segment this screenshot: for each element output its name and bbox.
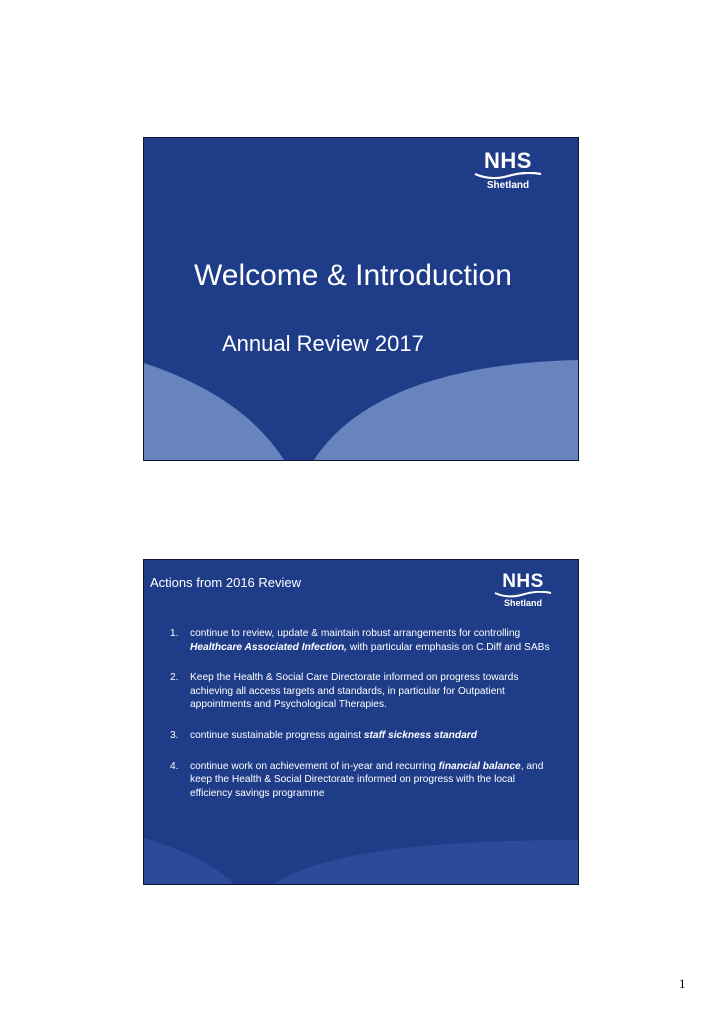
- action-number: 1.: [170, 628, 179, 639]
- logo-brand: NHS: [484, 148, 532, 173]
- action-emphasis: Healthcare Associated Infection,: [190, 641, 348, 653]
- action-item: [170, 627, 550, 654]
- action-item: [170, 729, 550, 743]
- page-number: 1: [679, 976, 686, 991]
- title-slide: [143, 137, 579, 461]
- logo-brand: NHS: [502, 571, 544, 592]
- nhs-shetland-logo: [468, 150, 548, 191]
- actions-slide: [143, 559, 579, 885]
- slide-subtitle: Annual Review 2017: [222, 331, 424, 356]
- action-text-after: , and keep the Health & Social Directorate informed on progress with the local efficiency savings programme: [190, 760, 544, 799]
- action-number: 3.: [170, 729, 179, 741]
- action-text-after: with particular emphasis on C.Diff and SABs: [347, 641, 550, 653]
- actions-list: [170, 627, 550, 817]
- nhs-shetland-logo: [488, 572, 558, 608]
- logo-place: Shetland: [503, 598, 542, 608]
- slide-title: Actions from 2016 Review: [150, 575, 302, 590]
- logo-wave-icon: [473, 172, 543, 180]
- slide-title: Welcome & Introduction: [194, 259, 512, 292]
- logo-place: Shetland: [486, 180, 530, 191]
- action-number: 4.: [170, 760, 179, 772]
- action-item: [170, 671, 550, 712]
- action-text: Keep the Health & Social Care Directorate informed on progress towards achieving all access targets and standards, in particular for Outpatient appointments and Psychological Therapies.: [190, 672, 519, 711]
- action-emphasis: staff sickness standard: [363, 729, 477, 741]
- action-number: 2.: [170, 672, 179, 684]
- logo-wave-icon: [493, 591, 553, 598]
- action-emphasis: financial balance: [438, 760, 521, 772]
- action-item: [170, 760, 550, 801]
- action-text: continue work on achievement of in-year and recurring: [190, 760, 439, 772]
- action-text: continue to review, update & maintain robust arrangements for controlling: [190, 628, 521, 639]
- action-text: continue sustainable progress against: [190, 729, 364, 741]
